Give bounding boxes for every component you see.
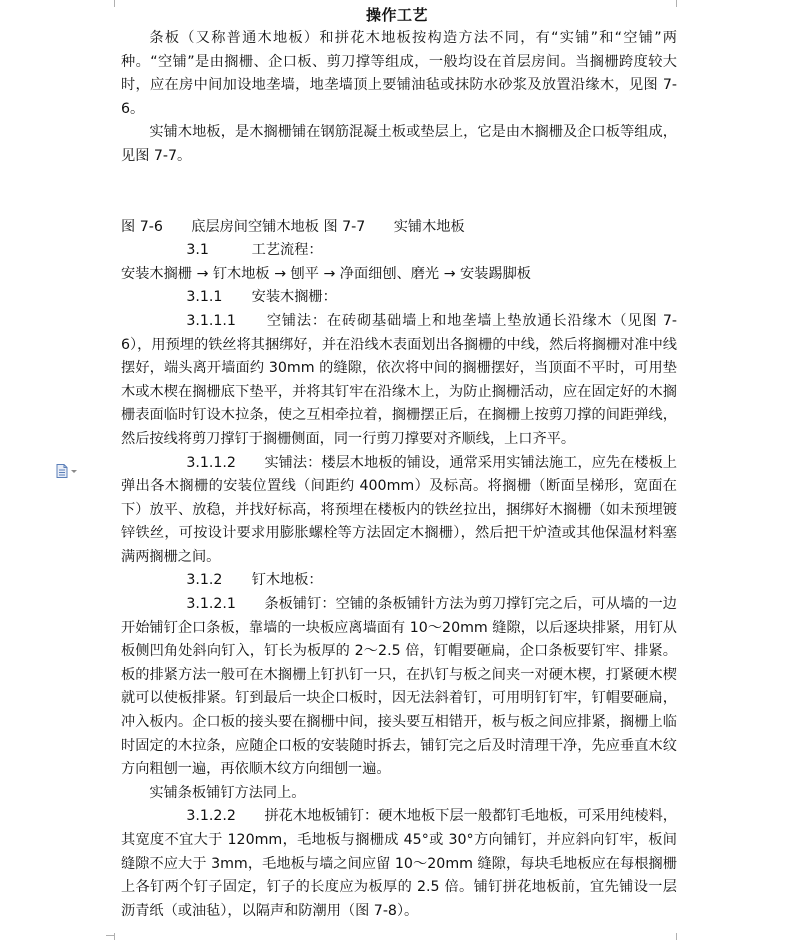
figure-caption: 图 7-6 底层房间空铺木地板 图 7-7 实铺木地板 xyxy=(121,218,465,235)
paragraph-3-1-2-2: 3.1.2.2 拼花木地板铺钉：硬木地板下层一般都钉毛地板，可采用纯棱料，其宽度不宜大于 120mm，毛地板与搁栅成 45°或 30°方向铺钉，并应斜向钉牢，板间缝隙不应大于 3mm，毛地板与墙之间应留 10～20mm 缝隙，每块毛地板应在每根搁栅上各钉两个钉子固定，钉子的长度应为板厚的 2.5 倍。铺钉拼花地板前，宜先铺设一层沥青纸（或油毡），以隔声和防潮用（图 7-8）。 xyxy=(121,808,677,919)
crop-mark-bottom-right-v xyxy=(676,933,677,940)
heading-text: 工艺流程： xyxy=(251,242,323,259)
heading-text: 安装木搁栅： xyxy=(251,289,337,306)
heading-text: 钉木地板： xyxy=(251,572,323,589)
heading-3-1 xyxy=(121,239,677,263)
document-dropdown-icon[interactable] xyxy=(55,463,79,477)
page-title: 操作工艺 xyxy=(365,6,428,24)
heading-3-1-2 xyxy=(121,569,677,593)
heading-3-1-1 xyxy=(121,286,677,310)
crop-mark-bottom-left-v xyxy=(114,933,115,940)
process-flow: 安装木搁栅 → 钉木地板 → 刨平 → 净面细刨、磨光 → 安装踢脚板 xyxy=(121,265,531,282)
paragraph-3-1-1-1: 3.1.1.1 空铺法：在砖砌基础墙上和地垄墙上垫放通长沿缘木（见图 7-6），用预埋的铁丝将其捆绑好，并在沿线木表面划出各搁栅的中线，然后将搁栅对准中线摆好，端头离开墙面约 30mm 的缝隙，依次将中间的搁栅摆好，当顶面不平时，可用垫木或木楔在搁栅底下垫平，并将其钉牢在沿缘木上，为防止搁栅活动，应在固定好的木搁栅表面临时钉设木拉条，使之互相牵拉着，搁栅摆正后，在搁栅上按剪刀撑的间距弹线，然后按线将剪刀撑钉于搁栅侧面，同一行剪刀撑要对齐顺线，上口齐平。 xyxy=(121,312,677,447)
paragraph-solid-floor: 实铺木地板，是木搁栅铺在钢筋混凝土板或垫层上，它是由木搁栅及企口板等组成，见图 7-7。 xyxy=(121,124,677,164)
paragraph-3-1-1-2[interactable] xyxy=(121,452,677,570)
chevron-down-icon xyxy=(71,470,77,473)
heading-number: 3.1 xyxy=(186,242,209,259)
paragraph-3-1-2-1: 3.1.2.1 条板铺钉：空铺的条板铺针方法为剪刀撑钉完之后，可从墙的一边开始铺钉企口条板，靠墙的一块板应离墙面有 10～20mm 缝隙，以后逐块排紧，用钉从板侧凹角处斜向钉入，钉长为板厚的 2～2.5 倍，钉帽要砸扁，企口条板要钉牢、排紧。板的排紧方法一般可在木搁栅上钉扒钉一只，在扒钉与板之间夹一对硬木楔，打紧硬木楔就可以使板排紧。钉到最后一块企口板时，因无法斜着钉，可用明钉钉牢，钉帽要砸扁，冲入板内。企口板的接头要在搁栅中间，接头要互相错开，板与板之间应排紧，搁栅上临时固定的木拉条，应随企口板的安装随时拆去，铺钉完之后及时清理干净，先应垂直木纹方向粗刨一遍，再依顺木纹方向细刨一遍。 xyxy=(121,596,677,778)
heading-number: 3.1.1 xyxy=(186,289,223,306)
paragraph-same-method: 实铺条板铺钉方法同上。 xyxy=(149,784,306,801)
paragraph-intro: 条板（又称普通木地板）和拼花木地板按构造方法不同，有“实铺”和“空铺”两种。“空铺”是由搁栅、企口板、剪刀撑等组成，一般均设在首层房间。当搁栅跨度较大时，应在房中间加设地垄墙，地垄墙顶上要铺油毡或抹防水砂浆及放置沿缘木，见图 7-6。 xyxy=(121,30,677,117)
document-body xyxy=(121,27,677,923)
paragraph-text: 3.1.1.2 实铺法：楼层木地板的铺设，通常采用实铺法施工，应先在楼板上弹出各木搁栅的安装位置线（间距约 400mm）及标高。将搁栅（断面呈梯形，宽面在下）放平、放稳，并找好标高，将预埋在楼板内的铁丝拉出，捆绑好木搁栅（如未预埋镀锌铁丝，可按设计要求用膨胀螺栓等方法固定木搁栅），然后把干炉渣或其他保温材料塞满两搁栅之间。 xyxy=(121,454,677,565)
heading-number: 3.1.2 xyxy=(186,572,223,589)
document-icon xyxy=(55,464,79,478)
figure-space xyxy=(121,169,677,216)
